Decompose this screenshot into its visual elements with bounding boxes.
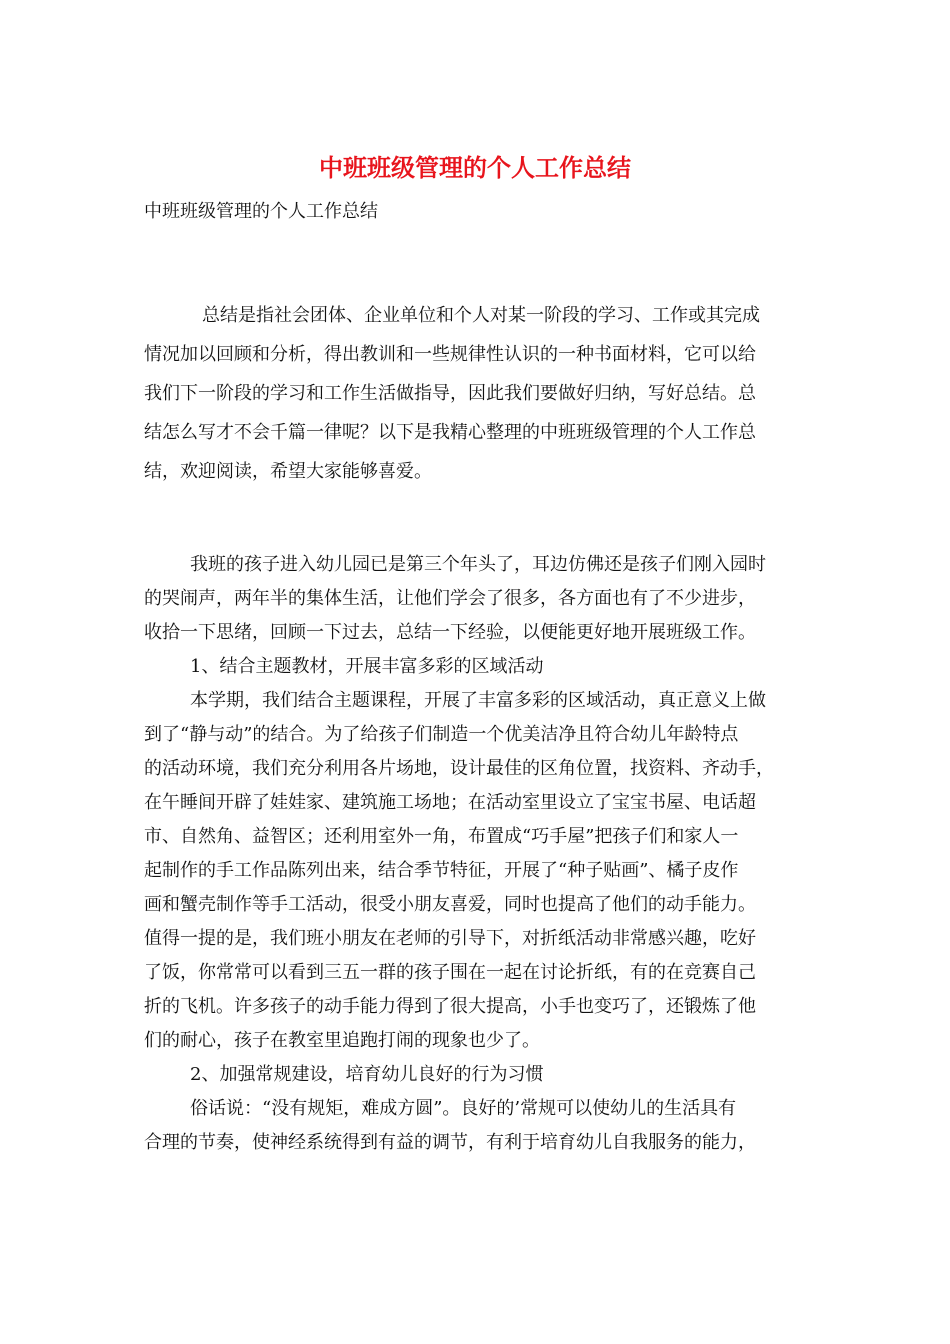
text-line: 结怎么写才不会千篇一律呢？以下是我精心整理的中班班级管理的个人工作总 — [144, 422, 756, 443]
text-line: 到了“静与动”的结合。为了给孩子们制造一个优美洁净且符合幼儿年龄特点 — [144, 724, 739, 745]
text-line: 收拾一下思绪，回顾一下过去，总结一下经验，以便能更好地开展班级工作。 — [144, 622, 756, 643]
section-heading: 1、结合主题教材，开展丰富多彩的区域活动 — [190, 656, 544, 677]
text-line: 在午睡间开辟了娃娃家、建筑施工场地；在活动室里设立了宝宝书屋、电话超 — [144, 792, 756, 813]
text-line: 俗话说：“没有规矩，难成方圆”。良好的’常规可以使幼儿的生活具有 — [190, 1098, 737, 1119]
text-line: 我班的孩子进入幼儿园已是第三个年头了，耳边仿佛还是孩子们刚入园时 — [190, 554, 766, 575]
text-line: 我们下一阶段的学习和工作生活做指导，因此我们要做好归纳，写好总结。总 — [144, 383, 756, 404]
text-line: 的活动环境，我们充分利用各片场地，设计最佳的区角位置，找资料、齐动手， — [144, 758, 774, 779]
body-text — [144, 548, 814, 1160]
text-line: 的哭闹声，两年半的集体生活，让他们学会了很多，各方面也有了不少进步， — [144, 588, 756, 609]
text-line: 了饭，你常常可以看到三五一群的孩子围在一起在讨论折纸，有的在竞赛自己 — [144, 962, 756, 983]
text-line: 折的飞机。许多孩子的动手能力得到了很大提高，小手也变巧了，还锻炼了他 — [144, 996, 756, 1017]
document-subtitle: 中班班级管理的个人工作总结 — [144, 201, 378, 222]
intro-paragraph — [144, 296, 814, 491]
text-line: 合理的节奏，使神经系统得到有益的调节，有利于培育幼儿自我服务的能力， — [144, 1132, 756, 1153]
text-line: 画和蟹壳制作等手工活动，很受小朋友喜爱，同时也提高了他们的动手能力。 — [144, 894, 756, 915]
text-line: 起制作的手工作品陈列出来，结合季节特征，开展了“种子贴画”、橘子皮作 — [144, 860, 739, 881]
text-line: 本学期，我们结合主题课程，开展了丰富多彩的区域活动，真正意义上做 — [190, 690, 766, 711]
text-line: 们的耐心，孩子在教室里追跑打闹的现象也少了。 — [144, 1030, 540, 1051]
section-heading: 2、加强常规建设，培育幼儿良好的行为习惯 — [190, 1064, 544, 1085]
text-line: 值得一提的是，我们班小朋友在老师的引导下，对折纸活动非常感兴趣，吃好 — [144, 928, 756, 949]
text-line: 结，欢迎阅读，希望大家能够喜爱。 — [144, 461, 432, 482]
text-line: 情况加以回顾和分析，得出教训和一些规律性认识的一种书面材料，它可以给 — [144, 344, 756, 365]
document-title: 中班班级管理的个人工作总结 — [319, 153, 631, 182]
text-line: 总结是指社会团体、企业单位和个人对某一阶段的学习、工作或其完成 — [202, 305, 760, 326]
text-line: 市、自然角、益智区；还利用室外一角，布置成“巧手屋”把孩子们和家人一 — [144, 826, 739, 847]
